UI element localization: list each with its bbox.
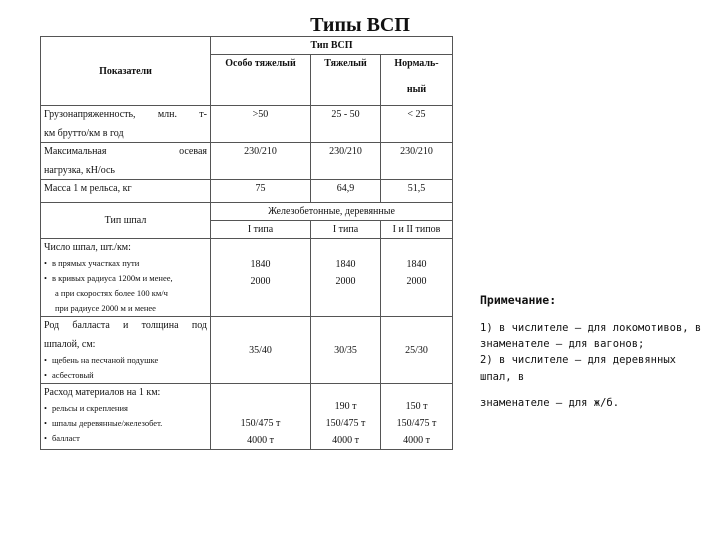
sleeper-count-item-straight: • в прямых участках пути <box>44 258 207 269</box>
materials-label-cell <box>41 384 211 450</box>
type-group-header: Тип ВСП <box>211 37 453 55</box>
sleeper-count-extra-heavy <box>211 239 311 317</box>
axle-value-normal: 230/210 <box>381 143 453 180</box>
materials-extra-heavy <box>211 384 311 450</box>
materials-item-sleepers: • шпалы деревянные/железобет. <box>44 418 207 429</box>
axle-value-extra-heavy: 230/210 <box>211 143 311 180</box>
ballast-row <box>41 317 453 384</box>
sleeper-curve-heavy: 2000 <box>335 276 356 287</box>
page-title: Типы ВСП <box>310 14 410 36</box>
vsp-types-table <box>40 36 453 450</box>
freight-value-extra-heavy: >50 <box>211 106 311 143</box>
sleeper-material: Железобетонные, деревянные <box>211 203 453 221</box>
ballast-label-cell <box>41 317 211 384</box>
sleeper-material-row <box>41 203 453 221</box>
ballast-item-crushed-stone: • щебень на песчаной подушке <box>44 355 207 366</box>
axle-label-part1: Максимальная <box>44 146 107 157</box>
note-line-2: 2) в числителе – для деревянных шпал, в <box>480 354 676 383</box>
axle-label-part2: осевая <box>179 146 207 157</box>
sleeper-type-label: Тип шпал <box>41 203 211 239</box>
rail-mass-extra-heavy: 75 <box>211 180 311 203</box>
sleeper-count-label-cell <box>41 239 211 317</box>
ballast-label-line1: Род балласта и толщина под <box>44 320 207 332</box>
materials-normal <box>381 384 453 450</box>
sleeper-count-item-curve: • в кривых радиуса 1200м и менее, <box>44 273 207 284</box>
header-normal-line1: Нормаль- <box>394 58 439 69</box>
rail-mass-normal: 51,5 <box>381 180 453 203</box>
sleeper-count-item-curve-line3: при радиусе 2000 м и менее <box>55 303 156 314</box>
indicator-header: Показатели <box>41 37 211 106</box>
materials-item-ballast: • балласт <box>44 433 207 444</box>
sleeper-count-row <box>41 239 453 317</box>
note-heading: Примечание: <box>480 293 557 307</box>
freight-value-heavy: 25 - 50 <box>311 106 381 143</box>
ballast-value-normal: 25/30 <box>381 317 453 384</box>
materials-item-rails: • рельсы и скрепления <box>44 403 207 414</box>
materials-rails-normal: 150 т <box>405 401 428 413</box>
sleeper-count-heavy <box>311 239 381 317</box>
freight-row <box>41 106 453 143</box>
header-normal <box>381 55 453 106</box>
sleeper-count-label: Число шпал, шт./км: <box>44 242 131 253</box>
header-extra-heavy: Особо тяжелый <box>211 55 311 106</box>
freight-value-normal: < 25 <box>381 106 453 143</box>
freight-label <box>41 106 211 143</box>
materials-row <box>41 384 453 450</box>
sleeper-type-normal: I и II типов <box>381 221 453 239</box>
rail-mass-heavy: 64,9 <box>311 180 381 203</box>
rail-mass-label: Масса 1 м рельса, кг <box>41 180 211 203</box>
materials-ballast-normal: 4000 т <box>403 435 430 447</box>
note-line-3: знаменателе – для ж/б. <box>480 396 620 409</box>
axle-label <box>41 143 211 180</box>
rail-mass-row <box>41 180 453 203</box>
sleeper-type-heavy: I типа <box>311 221 381 239</box>
materials-ballast-extra-heavy: 4000 т <box>247 435 274 447</box>
axle-row <box>41 143 453 180</box>
materials-rails-heavy: 190 т <box>334 401 357 413</box>
sleeper-straight-normal: 1840 <box>406 259 427 270</box>
sleeper-curve-normal: 2000 <box>406 276 427 287</box>
ballast-label-line2: шпалой, см: <box>44 339 96 351</box>
ballast-value-extra-heavy: 35/40 <box>211 317 311 384</box>
axle-value-heavy: 230/210 <box>311 143 381 180</box>
freight-label-line1: Грузонапряженность, млн. т- <box>44 109 207 120</box>
materials-sleepers-extra-heavy: 150/475 т <box>240 418 281 430</box>
sleeper-count-normal <box>381 239 453 317</box>
table-header-group-row <box>41 37 453 55</box>
sleeper-curve-extra-heavy: 2000 <box>250 276 271 287</box>
sleeper-count-item-curve-line2: а при скоростях более 100 км/ч <box>55 288 168 299</box>
sleeper-type-extra-heavy: I типа <box>211 221 311 239</box>
ballast-value-heavy: 30/35 <box>311 317 381 384</box>
note-block <box>480 292 702 411</box>
header-normal-line2: ный <box>406 84 427 95</box>
materials-rails-extra-heavy <box>214 400 307 413</box>
freight-label-line2: км брутто/км в год <box>44 128 124 139</box>
materials-sleepers-heavy: 150/475 т <box>325 418 366 430</box>
header-heavy: Тяжелый <box>311 55 381 106</box>
sleeper-straight-heavy: 1840 <box>335 259 356 270</box>
axle-label-line2: нагрузка, кН/ось <box>44 165 115 176</box>
materials-heavy <box>311 384 381 450</box>
ballast-item-asbestos: • асбестовый <box>44 370 207 381</box>
note-line-1: 1) в числителе – для локомотивов, в знаменателе – для вагонов; <box>480 321 702 351</box>
materials-sleepers-normal: 150/475 т <box>396 418 437 430</box>
materials-label: Расход материалов на 1 км: <box>44 387 161 399</box>
materials-ballast-heavy: 4000 т <box>332 435 359 447</box>
sleeper-straight-extra-heavy: 1840 <box>250 259 271 270</box>
